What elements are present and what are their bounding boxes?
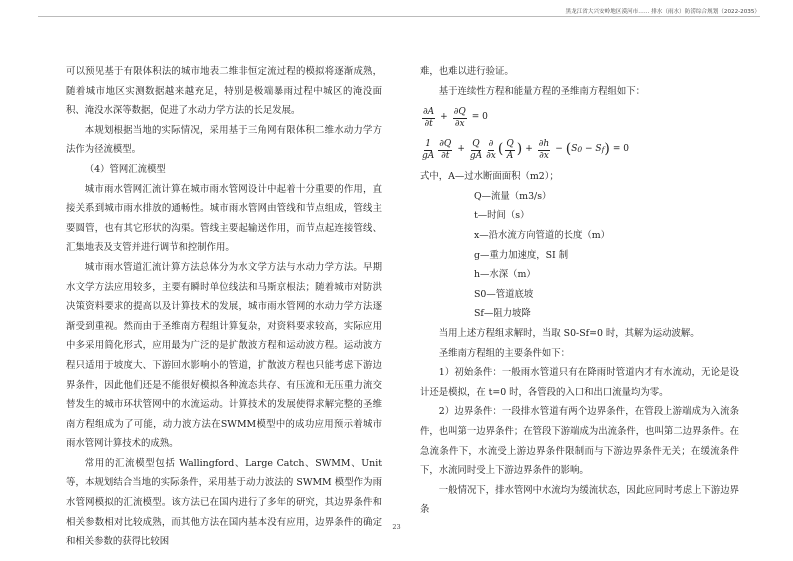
paragraph: 一般情况下，排水管网中水流均为缓流状态，因此应同时考虑上下游边界条 — [420, 484, 739, 516]
section-heading: （4）管网汇流模型 — [84, 163, 166, 175]
definition-item: t—时间（s） — [474, 210, 530, 222]
paragraph: 基于连续性方程和能量方程的圣维南方程组如下： — [438, 85, 646, 97]
paragraph: 圣维南方程组的主要条件如下： — [438, 347, 571, 359]
momentum-equation: $\frac{1}{gA}$ $\frac{\partial Q}{\partial t}$ + $\frac{Q}{gA}$ $\frac{\partial}{\partial x}$ ( $\frac{Q}{A}$ ) + $\frac{\partial h}{\partial x}$ − ( S 0 − S f ) = 0 — [422, 138, 629, 161]
right-column — [420, 62, 739, 520]
definition-item: x—沿水流方向管道的长度（m） — [474, 229, 611, 241]
definition-item: Q—流量（m3/s） — [474, 190, 552, 202]
definition-item: Sf—阻力坡降 — [474, 308, 531, 320]
paragraph: 城市雨水管道汇流计算方法总体分为水文学方法与水动力学方法。早期水文学方法应用较多，主要有瞬时单位线法和马斯京根法；随着城市对防洪决策资料要求的提高以及计算技术的发展，城市雨水管网的水动力学方法逐渐受到重视。然而由于圣维南方程组计算复杂，对资料要求较高，实际应用中多采用简化形式，应用最为广泛的是扩散波方程和运动波方程。运动波方程只适用于坡度大、下游回水影响小的管道，扩散波方程也只能考虑下游边界条件，因此他们还是不能很好模拟各种流态共存、有压流和无压重力流交替发生的城市环状管网中的水流运动。计算技术的发展使得求解完整的圣维南方程组成为了可能，动力波方法在SWMM模型中的成功应用预示着城市雨水管网计算技术的成熟。 — [66, 261, 382, 450]
definition-item: S0—管道底坡 — [474, 288, 534, 300]
paragraph: 1）初始条件：一般雨水管道只有在降雨时管道内才有水流动，无论是设计还是模拟，在 t=0 时，各管段的入口和出口流量均为零。 — [420, 367, 739, 398]
paragraph: 式中，A—过水断面面积（m2）； — [420, 171, 559, 183]
definition-item: g—重力加速度，SI 制 — [474, 249, 569, 261]
definition-item: h—水深（m） — [474, 269, 536, 281]
paragraph: 常用的汇流模型包括 Wallingford、Large Catch、SWMM、Unit 等，本规划结合当地的实际条件，采用基于动力波法的 SWMM 模型作为雨水管网模拟的汇流模型。该方法已在国内进行了多年的研究，其边界条件和相关参数相对比较成熟，而其他方法在国内基本没有应用，边界条件的确定和相关参数的获得比较困 — [66, 457, 382, 548]
page-header: 黑龙江省大兴安岭地区漠河市…… 排水（雨水）防涝综合规划（2022-2035） — [565, 9, 760, 15]
paragraph: 2）边界条件：一段排水管道有两个边界条件，在管段上游端成为入流条件，也叫第一边界条件；在管段下游端成为出流条件，也叫第二边界条件。在急流条件下，水流受上游边界条件限制而与下游边界条件无关；在缓流条件下，水流同时受上下游边界条件的影响。 — [420, 406, 739, 477]
page-number: 23 — [392, 523, 401, 531]
paragraph: 可以预见基于有限体积法的城市地表二维非恒定流过程的模拟将逐渐成熟，随着城市地区实测数据越来越充足，特别是极端暴雨过程中城区的淹没面积、淹没水深等数据，促进了水动力学方法的长足发展。 — [66, 66, 382, 117]
paragraph: 城市雨水管网汇流计算在城市雨水管网设计中起着十分重要的作用，直接关系到城市雨水排放的通畅性。城市雨水管网由管线和节点组成，管线主要圆管，也有其它形状的沟渠。管线主要起输送作用，而节点起连接管线、汇集地表及支管并进行调节和控制作用。 — [66, 183, 382, 254]
header-rule — [38, 16, 760, 17]
paragraph: 本规划根据当地的实际情况，采用基于三角网有限体积二维水动力学方法作为径流模型。 — [66, 124, 382, 156]
paragraph: 难，也难以进行验证。 — [420, 66, 514, 77]
paragraph: 当用上述方程组求解时，当取 S0-Sf=0 时，其解为运动波解。 — [438, 327, 700, 339]
left-column — [66, 62, 382, 552]
continuity-equation: $\frac{\partial A}{\partial t}$ + $\frac{\partial Q}{\partial x}$ = 0 — [423, 106, 488, 129]
